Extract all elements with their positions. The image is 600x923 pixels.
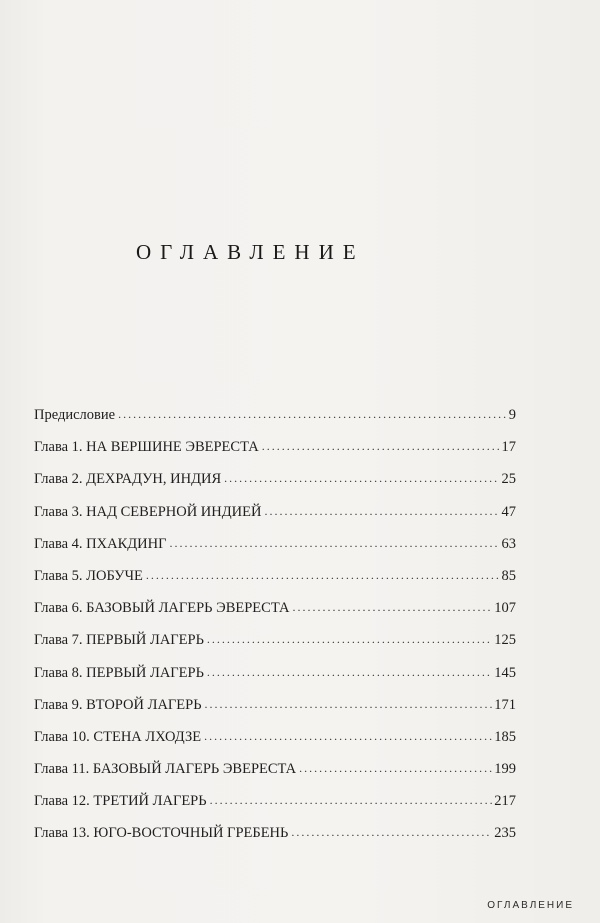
page-title: ОГЛАВЛЕНИЕ xyxy=(136,240,365,264)
toc-entry-preface xyxy=(34,406,516,438)
toc-leader-dots xyxy=(146,566,500,584)
toc-leader-dots xyxy=(224,469,499,487)
toc-entry-chapter-3 xyxy=(34,503,516,535)
toc-entry-page: 199 xyxy=(494,761,516,778)
toc-entry-label: Глава 9. ВТОРОЙ ЛАГЕРЬ xyxy=(34,696,202,713)
toc-entry-page: 25 xyxy=(501,471,516,488)
running-footer: ОГЛАВЛЕНИЕ xyxy=(487,900,574,911)
toc-entry-label: Глава 5. ЛОБУЧЕ xyxy=(34,567,143,584)
toc-leader-dots xyxy=(207,663,492,681)
toc-entry-label: Глава 2. ДЕХРАДУН, ИНДИЯ xyxy=(34,471,222,488)
toc-entry-chapter-1 xyxy=(34,438,516,470)
toc-entry-page: 217 xyxy=(494,793,516,810)
toc-entry-chapter-13 xyxy=(34,824,516,856)
toc-leader-dots xyxy=(118,405,507,423)
toc-entry-label: Глава 6. БАЗОВЫЙ ЛАГЕРЬ ЭВЕРЕСТА xyxy=(34,600,290,617)
toc-entry-label: Глава 7. ПЕРВЫЙ ЛАГЕРЬ xyxy=(34,632,204,649)
toc-entry-label: Глава 11. БАЗОВЫЙ ЛАГЕРЬ ЭВЕРЕСТА xyxy=(34,761,297,778)
toc-entry-label: Глава 13. ЮГО-ВОСТОЧНЫЙ ГРЕБЕНЬ xyxy=(34,825,289,842)
toc-leader-dots xyxy=(264,502,499,520)
toc-entry-chapter-5 xyxy=(34,567,516,599)
toc-entry-label: Глава 1. НА ВЕРШИНЕ ЭВЕРЕСТА xyxy=(34,439,259,456)
toc-leader-dots xyxy=(169,534,499,552)
toc-entry-chapter-2 xyxy=(34,470,516,502)
toc-entry-label: Глава 4. ПХАКДИНГ xyxy=(34,535,167,552)
toc-entry-label: Предисловие xyxy=(34,407,116,423)
toc-entry-label: Глава 8. ПЕРВЫЙ ЛАГЕРЬ xyxy=(34,664,204,681)
toc-leader-dots xyxy=(262,437,500,455)
toc-entry-page: 125 xyxy=(494,632,516,649)
toc-entry-label: Глава 3. НАД СЕВЕРНОЙ ИНДИЕЙ xyxy=(34,503,262,520)
toc-leader-dots xyxy=(299,759,492,777)
toc-leader-dots xyxy=(291,823,492,841)
toc-entry-chapter-7 xyxy=(34,631,516,663)
toc-entry-page: 17 xyxy=(501,439,516,456)
toc-entry-chapter-11 xyxy=(34,760,516,792)
toc-entry-page: 9 xyxy=(508,407,516,423)
toc-entry-page: 63 xyxy=(501,535,516,552)
toc-entry-label: Глава 10. СТЕНА ЛХОДЗЕ xyxy=(34,728,202,745)
toc-entry-page: 145 xyxy=(494,664,516,681)
toc-entry-page: 171 xyxy=(494,696,516,713)
toc-entry-label: Глава 12. ТРЕТИЙ ЛАГЕРЬ xyxy=(34,793,207,810)
toc-leader-dots xyxy=(207,630,492,648)
table-of-contents xyxy=(34,406,516,857)
toc-entry-page: 235 xyxy=(494,825,516,842)
toc-leader-dots xyxy=(204,727,492,745)
toc-leader-dots xyxy=(292,598,492,616)
toc-entry-page: 185 xyxy=(494,728,516,745)
toc-entry-page: 47 xyxy=(501,503,516,520)
toc-leader-dots xyxy=(205,695,493,713)
toc-entry-chapter-8 xyxy=(34,664,516,696)
toc-leader-dots xyxy=(210,791,493,809)
toc-entry-chapter-4 xyxy=(34,535,516,567)
toc-entry-chapter-9 xyxy=(34,696,516,728)
toc-entry-chapter-10 xyxy=(34,728,516,760)
toc-entry-chapter-12 xyxy=(34,792,516,824)
toc-entry-page: 107 xyxy=(494,600,516,617)
toc-entry-page: 85 xyxy=(501,567,516,584)
toc-entry-chapter-6 xyxy=(34,599,516,631)
